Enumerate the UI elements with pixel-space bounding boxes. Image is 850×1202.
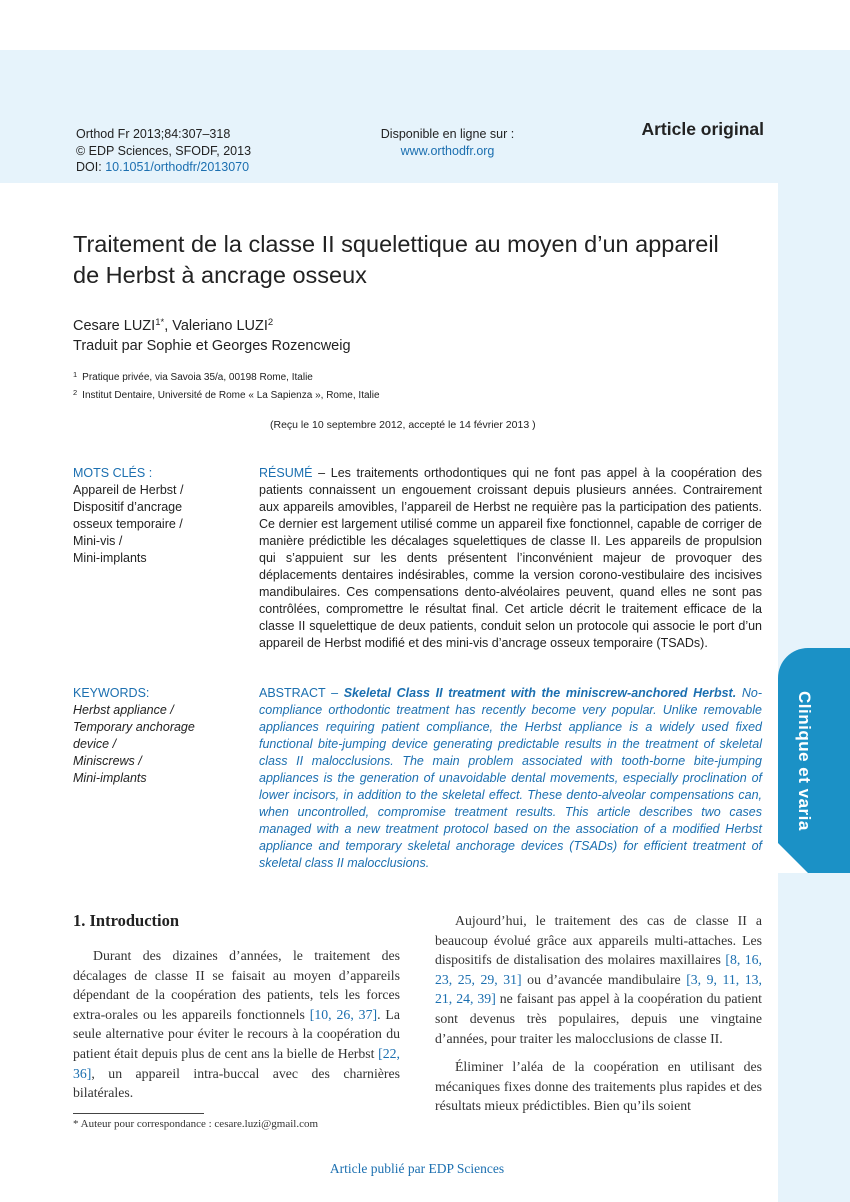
affiliation-item: $^2$ Institut Dentaire, Université de Rome « La Sapienza », Rome, Italie — [73, 388, 380, 401]
keyword-item: osseux temporaire / — [73, 517, 183, 531]
body-column-left — [73, 946, 400, 1103]
keyword-item: Mini-vis / — [73, 534, 123, 548]
section-tab-label: Clinique et varia — [795, 690, 814, 831]
copyright: © EDP Sciences, SFODF, 2013 — [76, 143, 252, 158]
online-availability — [375, 126, 520, 159]
journal-url-link[interactable]: www.orthodfr.org — [400, 143, 495, 158]
author-block — [73, 313, 351, 356]
keyword-item: Dispositif d’ancrage — [73, 500, 183, 514]
keyword-item: Miniscrews / — [73, 754, 142, 768]
citation-link[interactable]: [3, 9, 11, 13, 21, 24, 39] — [435, 971, 762, 1007]
keywords-label: KEYWORDS: — [73, 686, 150, 700]
doi: DOI: 10.1051/orthodfr/2013070 — [76, 160, 250, 174]
article-title: Traitement de la classe II squelettique au moyen d’un appareil de Herbst à ancrage osseux — [73, 231, 719, 288]
keyword-item: Appareil de Herbst / — [73, 483, 184, 497]
body-paragraph: Éliminer l’aléa de la coopération en utilisant des mécaniques fixes donne des traitements plus rapides et des résultats mieux prédictibles. Bien qu’ils soient — [435, 1059, 762, 1114]
author-affiliation-mark: 2 — [267, 317, 274, 328]
body-paragraph: Aujourd’hui, le traitement des cas de classe II a beaucoup évolué grâce aux appareils multi-attaches. Les dispositifs de distalisation des molaires maxillaires [8, 16, 23, 25, 29, 31] ou d’avancée mandibulaire [3, 9, 11, 13, 21, 24, 39] ne faisant pas appel à la coopération du patient sont devenus très populaires, depuis une vingtaine d’années, pour traiter les malocclusions de classe II. — [435, 913, 763, 1046]
abstract-english: ABSTRACT – Skeletal Class II treatment with the miniscrew-anchored Herbst. No-compliance orthodontic treatment has recently become very popular. Unlike removable appliances requiring patient compliance, the Herbst appliance is a widely used fixed functional bite-jumping device generating predictable results in the treatment of skeletal class II malocclusions. The main problem associated with tooth-borne bite-jumping appliances is the generation of unavoidable dental movements, especially proclination of lower incisors, in addition to the skeletal effect. These dento-alveolar compensations can, when uncontrolled, compromise treatment results. This article describes two cases managed with a new treatment protocol based on the association of a modified Herbst appliance and temporary skeletal anchorage devices (TSADs) for efficient treatment of skeletal class II malocclusions. — [259, 686, 762, 870]
abstract-label: ABSTRACT — [259, 686, 326, 700]
keywords-label: MOTS CLÉS : — [73, 466, 153, 480]
body-column-right — [435, 911, 762, 1116]
citation-link[interactable]: [8, 16, 23, 25, 29, 31] — [435, 952, 763, 987]
citation-link[interactable]: [10, 26, 37] — [309, 1006, 378, 1022]
affiliations — [73, 367, 380, 403]
affiliation-item: $^1$ Pratique privée, via Savoia 35/a, 00198 Rome, Italie — [73, 370, 313, 383]
corresponding-author-footnote: * Auteur pour correspondance : cesare.luzi@gmail.com — [73, 1118, 319, 1130]
author-name: Cesare LUZI — [73, 318, 156, 334]
abstract-title: Skeletal Class II treatment with the miniscrew-anchored Herbst. — [343, 686, 737, 700]
keyword-item: device / — [73, 737, 117, 751]
journal-reference: Orthod Fr 2013;84:307–318 — [76, 127, 231, 141]
author-name: Valeriano LUZI — [172, 318, 268, 334]
section-heading: 1. Introduction — [73, 911, 180, 930]
resume-label: RÉSUMÉ — [259, 466, 313, 480]
received-dates: (Reçu le 10 septembre 2012, accepté le 14 février 2013 ) — [270, 419, 536, 431]
body-paragraph: Durant des dizaines d’années, le traitement des décalages de classe II se faisait au moyen d’appareils dépendant de la coopération des patients, tels les forces extra-orales ou les appareils fonctionnels [10, 26, 37]. La seule alternative pour éviter le recours à la coopération du patient était depuis plus de cent ans la bielle de Herbst [22, 36], un appareil intra-buccal avec des charnières bilatérales. — [73, 948, 400, 1101]
keyword-item: Mini-implants — [73, 771, 147, 785]
resume-french — [259, 465, 762, 652]
journal-info — [76, 126, 251, 176]
keywords-french — [73, 465, 183, 567]
doi-link[interactable]: 10.1051/orthodfr/2013070 — [105, 160, 250, 174]
keyword-item: Herbst appliance / — [73, 703, 174, 717]
author-affiliation-mark: 1* — [155, 317, 165, 328]
publisher-footer: Article publié par EDP Sciences — [329, 1161, 505, 1176]
keyword-item: Temporary anchorage — [73, 720, 195, 734]
author-list: Cesare $LUZI^{1*}$, Valeriano LUZI$^2$ — [73, 317, 274, 334]
online-label: Disponible en ligne sur : — [380, 127, 515, 141]
article-type: Article original — [641, 119, 764, 139]
footnote-rule — [73, 1113, 204, 1114]
abstract-text: No-compliance orthodontic treatment has recently become very popular. Unlike removable appliances requiring patient compliance, the Herbst appliance is a widely used fixed functional bite-jumping device generating predictable results in the treatment of skeletal class II malocclusions. The main problem associated with tooth-borne bite-jumping appliances is the generation of unavoidable dental movements, especially proclination of lower incisors, in addition to the skeletal effect. These dento-alveolar compensations can, when uncontrolled, compromise treatment results. This article describes two cases managed with a new treatment protocol based on the association of a modified Herbst appliance and temporary skeletal anchorage devices (TSADs) for efficient treatment of skeletal class II malocclusions. — [259, 686, 762, 870]
citation-link[interactable]: [22, 36] — [73, 1045, 400, 1081]
translator-credit: Traduit par Sophie et Georges Rozencweig — [73, 338, 351, 354]
resume-text: – Les traitements orthodontiques qui ne font pas appel à la coopération des patients connaissent un engouement croissant depuis plusieurs années. Contrairement aux appareils amovibles, l’appareil de Herbst ne requière pas la participation des patients. Ce dernier est largement utilisé comme un appareil fixe fonctionnel, capable de corriger de manière prédictible les décalages squelettiques de classe II. Les appareils de propulsion qui s’appuient sur les dents présentent l’inconvénient majeur de provoquer des déplacements dentaires indésirables, comme la version corono-vestibulaire des incisives mandibulaires. Ces compensations dento-alvéolaires peuvent, quand elles ne sont pas contrôlées, compromettre le résultat final. Cet article décrit le traitement efficace de la classe II squelettique de deux patients, conduit selon un protocole qui associe le port d’un appareil de Herbst modifié et des mini-vis d’ancrage osseux temporaire (TSADs). — [259, 466, 762, 650]
keyword-item: Mini-implants — [73, 551, 147, 565]
keywords-english — [73, 685, 195, 787]
